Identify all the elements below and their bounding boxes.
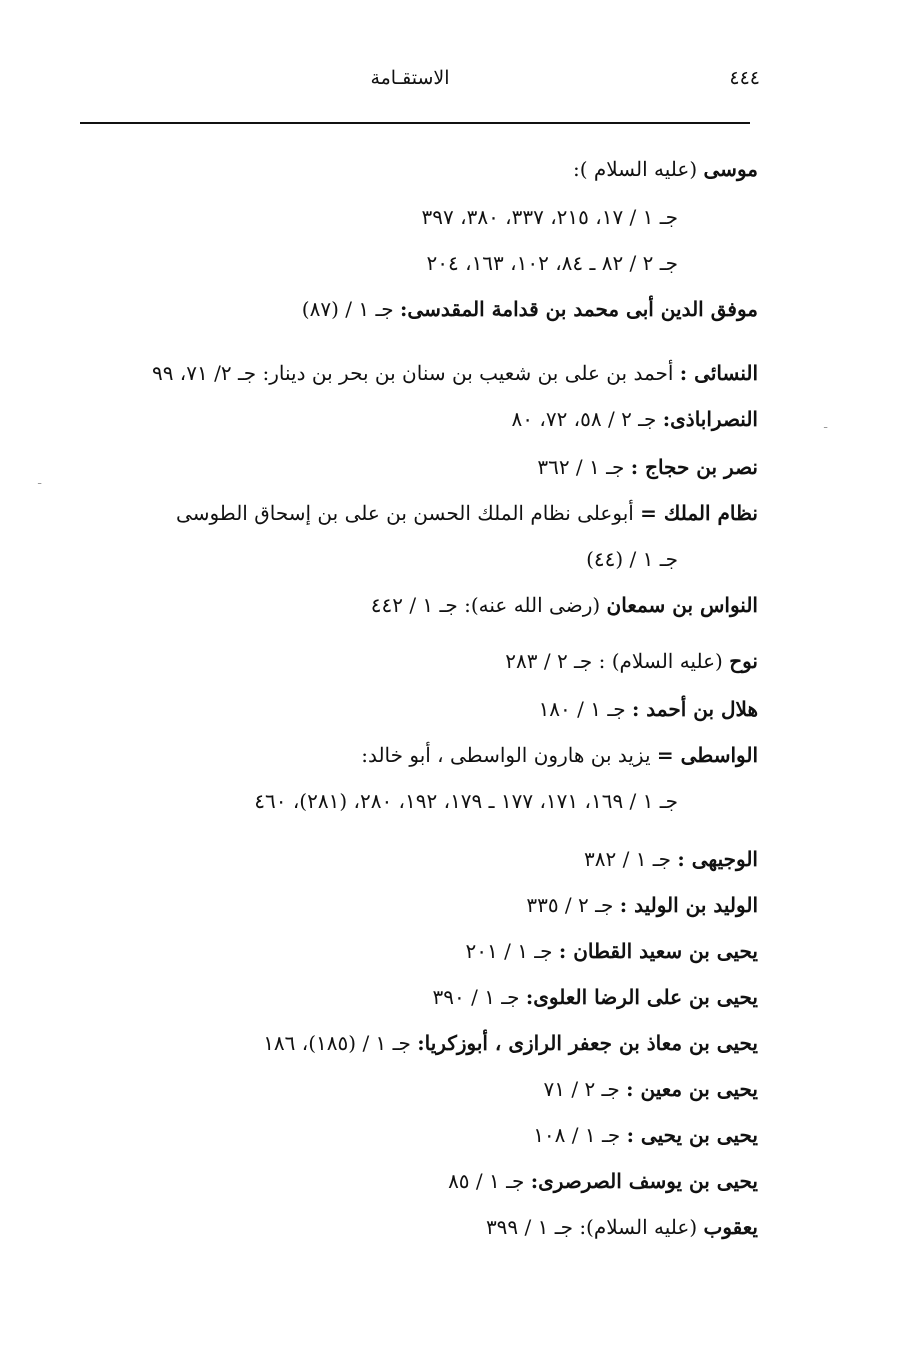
index-entry: موفق الدين أبى محمد بن قدامة المقدسى: جـ ١ / (٨٧) bbox=[301, 297, 758, 321]
index-entry: هلال بن أحمد : جـ ١ / ١٨٠ bbox=[538, 697, 758, 721]
running-title: الاستقـامة bbox=[370, 67, 450, 89]
index-entry: يحيى بن معاذ بن جعفر الرازى ، أبوزكريا: جـ ١ / (١٨٥)، ١٨٦ bbox=[263, 1031, 758, 1055]
index-entry: جـ ١ / ١٧، ٢١٥، ٣٣٧، ٣٨٠، ٣٩٧ bbox=[421, 205, 678, 229]
index-entry: جـ ١ / (٤٤) bbox=[586, 547, 678, 571]
scan-speck: ـ bbox=[824, 418, 828, 431]
index-entry: النسائى : أحمد بن على بن شعيب بن سنان بن بحر بن دينار: جـ ٢/ ٧١، ٩٩ bbox=[151, 361, 758, 385]
index-entry: النواس بن سمعان (رضى الله عنه): جـ ١ / ٤٤٢ bbox=[370, 593, 758, 617]
index-entry: الواسطى = يزيد بن هارون الواسطى ، أبو خالد: bbox=[361, 743, 758, 767]
index-entry: يحيى بن سعيد القطان : جـ ١ / ٢٠١ bbox=[465, 939, 758, 963]
index-entry: جـ ١ / ١٦٩، ١٧١، ١٧٧ ـ ١٧٩، ١٩٢، ٢٨٠، (٢٨١)، ٤٦٠ bbox=[254, 789, 678, 813]
header-rule bbox=[80, 122, 750, 124]
index-entry: الوليد بن الوليد : جـ ٢ / ٣٣٥ bbox=[526, 893, 758, 917]
index-entry: يحيى بن يحيى : جـ ١ / ١٠٨ bbox=[533, 1123, 758, 1147]
index-entry: موسى (عليه السلام ): bbox=[572, 157, 758, 181]
index-entry: يحيى بن يوسف الصرصرى: جـ ١ / ٨٥ bbox=[448, 1169, 758, 1193]
index-entry: نظام الملك = أبوعلى نظام الملك الحسن بن على بن إسحاق الطوسى bbox=[176, 501, 758, 525]
index-entry: يحيى بن على الرضا العلوى: جـ ١ / ٣٩٠ bbox=[432, 985, 758, 1009]
index-entry: الوجيهى : جـ ١ / ٣٨٢ bbox=[584, 847, 758, 871]
index-entry: نوح (عليه السلام) : جـ ٢ / ٢٨٣ bbox=[505, 649, 758, 673]
page-number: ٤٤٤ bbox=[729, 67, 760, 89]
index-entry: يحيى بن معين : جـ ٢ / ٧١ bbox=[543, 1077, 758, 1101]
scan-speck: ـ bbox=[38, 474, 42, 487]
index-entry: جـ ٢ / ٨٢ ـ ٨٤، ١٠٢، ١٦٣، ٢٠٤ bbox=[426, 251, 678, 275]
index-entry: نصر بن حجاج : جـ ١ / ٣٦٢ bbox=[537, 455, 758, 479]
index-entry: يعقوب (عليه السلام): جـ ١ / ٣٩٩ bbox=[485, 1215, 758, 1239]
index-entry: النصراباذى: جـ ٢ / ٥٨، ٧٢، ٨٠ bbox=[511, 407, 758, 431]
